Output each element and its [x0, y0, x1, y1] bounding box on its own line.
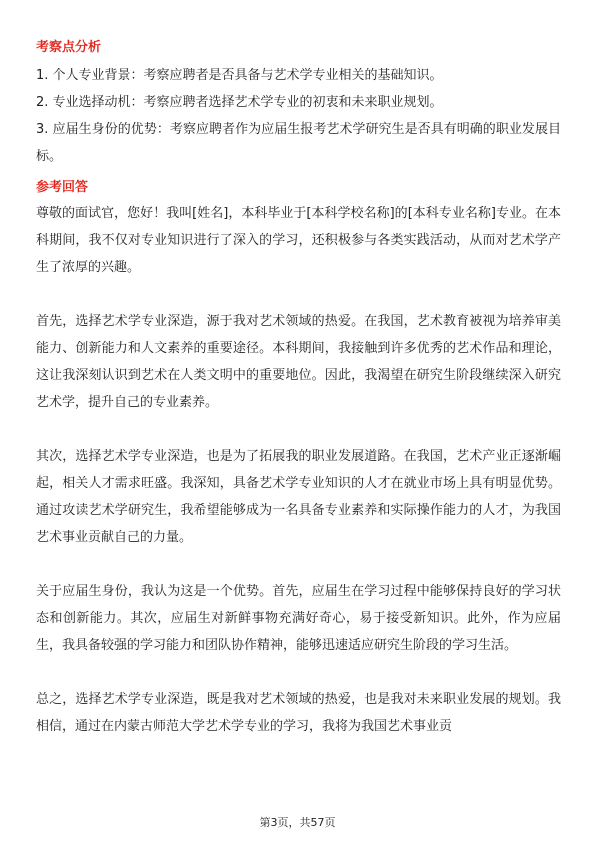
answer-heading: 参考回答 — [36, 180, 89, 195]
analysis-item: 3. 应届生身份的优势：考察应聘者作为应届生报考艺术学研究生是否具有明确的职业发展目标。 — [36, 122, 561, 164]
page-number-footer: 第3页，共57页 — [259, 816, 336, 829]
page-content — [36, 37, 561, 767]
answer-paragraph: 首先，选择艺术学专业深造，源于我对艺术领域的热爱。在我国，艺术教育被视为培养审美能力、创新能力和人文素养的重要途径。本科期间，我接触到许多优秀的艺术作品和理论，这让我深刻认识到艺术在人类文明中的重要地位。因此，我渴望在研究生阶段继续深入研究艺术学，提升自己的专业素养。 — [36, 314, 561, 410]
analysis-item: 2. 专业选择动机：考察应聘者选择艺术学专业的初衷和未来职业规划。 — [36, 95, 443, 110]
answer-paragraph: 其次，选择艺术学专业深造，也是为了拓展我的职业发展道路。在我国，艺术产业正逐渐崛起，相关人才需求旺盛。我深知，具备艺术学专业知识的人才在就业市场上具有明显优势。通过攻读艺术学研究生，我希望能够成为一名具备专业素养和实际操作能力的人才，为我国艺术事业贡献自己的力量。 — [36, 449, 561, 545]
analysis-list — [36, 62, 561, 170]
answer-paragraph: 总之，选择艺术学专业深造，既是我对艺术领域的热爱，也是我对未来职业发展的规划。我相信，通过在内蒙古师范大学艺术学专业的学习，我将为我国艺术事业贡 — [36, 692, 561, 734]
analysis-item: 1. 个人专业背景：考察应聘者是否具备与艺术学专业相关的基础知识。 — [36, 68, 443, 83]
answer-body — [36, 200, 561, 740]
analysis-heading: 考察点分析 — [36, 40, 102, 55]
answer-paragraph: 关于应届生身份，我认为这是一个优势。首先，应届生在学习过程中能够保持良好的学习状态和创新能力。其次，应届生对新鲜事物充满好奇心，易于接受新知识。此外，作为应届生，我具备较强的学习能力和团队协作精神，能够迅速适应研究生阶段的学习生活。 — [36, 584, 561, 653]
answer-paragraph: 尊敬的面试官，您好！我叫[姓名]，本科毕业于[本科学校名称]的[本科专业名称]专业。在本科期间，我不仅对专业知识进行了深入的学习，还积极参与各类实践活动，从而对艺术学产生了浓厚的兴趣。 — [36, 206, 561, 275]
